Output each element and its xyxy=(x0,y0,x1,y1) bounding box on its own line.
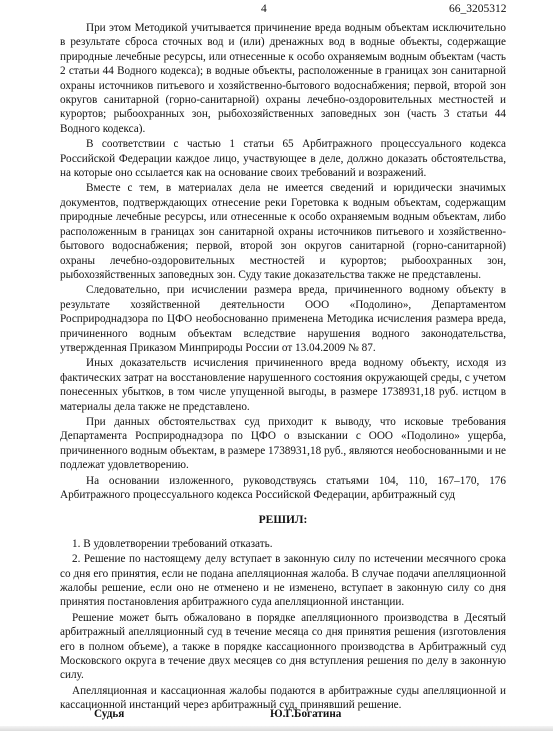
page-bottom-edge xyxy=(0,726,553,731)
signature-name: Ю.Г.Богатина xyxy=(270,708,342,720)
signature-role: Судья xyxy=(94,708,125,720)
document-body xyxy=(60,21,506,714)
decision-section xyxy=(60,537,506,713)
case-number: 66_3205312 xyxy=(449,3,507,15)
page-number: 4 xyxy=(261,3,267,15)
paragraph-burden-of-proof: В соответствии с частью 1 статьи 65 Арбитражного процессуального кодекса Российской Федерации каждое лицо, участвующее в деле, должно доказать обстоятельства, на которые оно ссылается как на основание своих требований и возражений. xyxy=(60,138,506,180)
paragraph-no-evidence: Вместе с тем, в материалах дела не имеется сведений и юридически значимых документов, подтверждающих отнесение реки Горетовка к водным объектам, содержащим природные лечебные ресурсы, или отнесенные к особо охраняемым водным объектам, либо расположенным в границах зон санитарной охраны источников питьевого и хозяйственно-бытового водоснабжения; первой, второй зон округов санитарной (горно-санитарной) охраны лечебно-оздоровительных местностей и курортов; рыбоохранных зон, рыбохозяйственных заповедных зон. Суду такие доказательства также не представлены. xyxy=(60,182,506,281)
signature-block xyxy=(94,708,514,724)
paragraph-methodology: При этом Методикой учитывается причинение вреда водным объектам исключительно в результате сброса сточных вод и (или) дренажных вод в водные объекты, содержащие природные лечебные ресурсы, или отнесенные к особо охраняемым водным объектам (часть 2 статьи 44 Водного кодекса); в водные объекты, расположенные в границах зон санитарной охраны источников питьевого и хозяйственно-бытового водоснабжения; первой, второй зон округов санитарной (горно-санитарной) охраны лечебно-оздоровительных местностей и курортов; рыбоохранных зон, рыбохозяйственных заповедных зон (часть 3 статьи 44 Водного кодекса). xyxy=(60,22,506,135)
decision-item-refuse: 1. В удовлетворении требований отказать. xyxy=(72,537,273,550)
paragraph-legal-basis: На основании изложенного, руководствуясь статьями 104, 110, 167–170, 176 Арбитражного процессуального кодекса Российской Федерации, арбитражный суд xyxy=(60,474,506,501)
decision-heading: РЕШИЛ: xyxy=(258,514,308,527)
decision-item-effective-date: 2. Решение по настоящему делу вступает в законную силу по истечении месячного срока со дня его принятия, если не подана апелляционная жалоба. В случае подачи апелляционной жалобы решение, если оно не отменено и не изменено, вступает в законную силу со дня принятия постановления арбитражного суда апелляционной инстанции. xyxy=(60,553,506,609)
decision-item-appeal-procedure: Решение может быть обжаловано в порядке апелляционного производства в Десятый арбитражный апелляционный суд в течение месяца со дня принятия решения (изготовления его в полном объеме), а также в порядке кассационного производства в Арбитражный суд Московского округа в течение двух месяцев со дня вступления решения по делу в законную силу. xyxy=(60,611,506,682)
paragraph-other-evidence: Иных доказательств исчисления причиненного вреда водному объекту, исходя из фактических затрат на восстановление нарушенного состояния окружающей среды, с учетом понесенных убытков, в том числе упущенной выгоды, в размере 1738931,18 руб. истцом в материалы дела также не представлено. xyxy=(60,357,506,413)
paragraph-methodology-misapplied: Следовательно, при исчислении размера вреда, причиненного водному объекту в результате хозяйственной деятельности ООО «Подолино», Департаментом Росприроднадзора по ЦФО необоснованно применена Методика исчисления размера вреда, причиненного водным объектам вследствие нарушения водного законодательства, утвержденная Приказом Минприроды России от 13.04.2009 № 87. xyxy=(60,284,506,354)
decision-item-appeal-filing: Апелляционная и кассационная жалобы подаются в арбитражные суды апелляционной и кассационной инстанций через арбитражный суд, принявший решение. xyxy=(60,684,506,712)
page-header xyxy=(0,2,553,18)
paragraph-court-conclusion: При данных обстоятельствах суд приходит к выводу, что исковые требования Департамента Росприроднадзора по ЦФО о взыскании с ООО «Подолино» ущерба, причиненного водным объектам, в размере 1738931,18 руб., являются необоснованными и не подлежат удовлетворению. xyxy=(60,415,506,472)
